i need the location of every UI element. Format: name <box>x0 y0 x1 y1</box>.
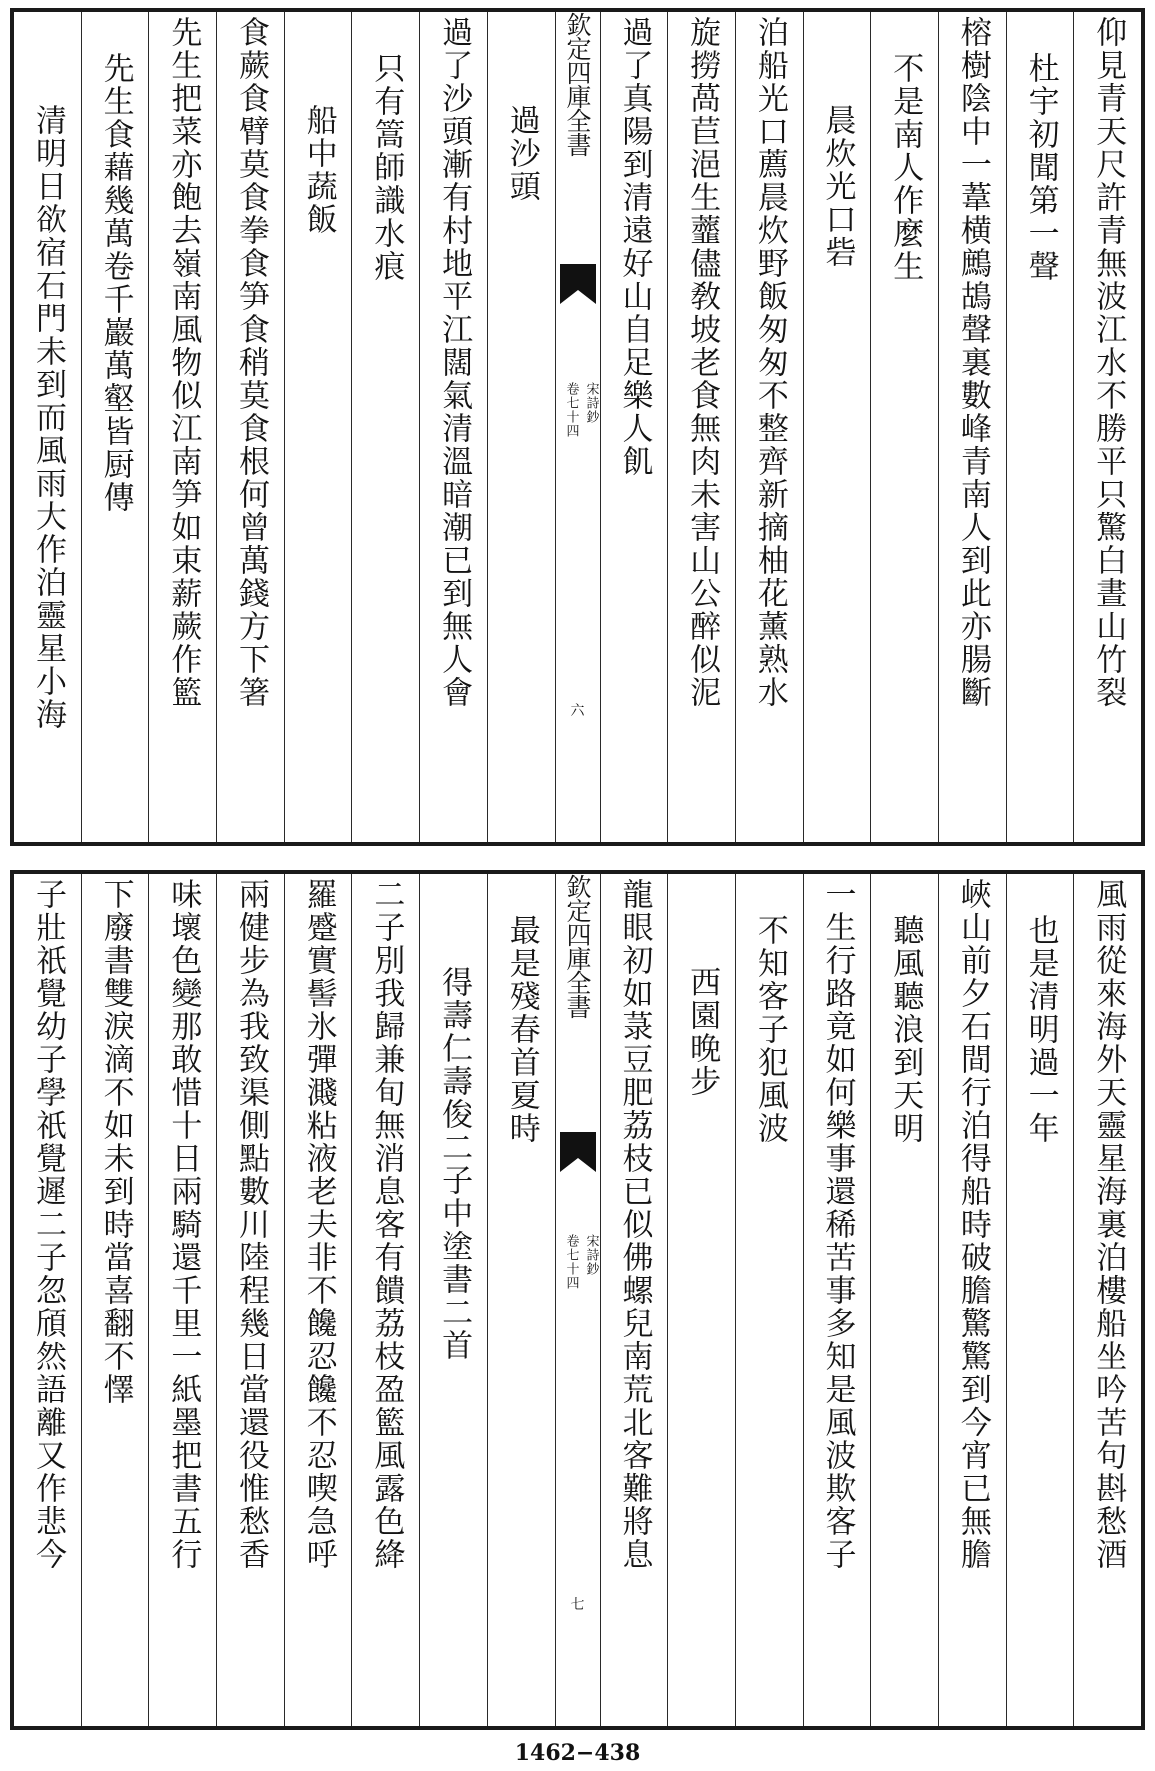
text-column <box>1006 874 1074 1726</box>
text-column <box>1073 12 1141 842</box>
poem-title: 船中蔬飯 <box>300 104 337 236</box>
column-text: 不知客子犯風波 <box>751 914 788 1145</box>
center-fold <box>555 874 600 1726</box>
juan-number: 卷七十四 <box>563 1234 579 1290</box>
column-text: 二子別我歸兼旬無消息客有饋荔枝盈籃風露色絳 <box>368 878 405 1571</box>
text-column <box>735 874 803 1726</box>
column-text: 聽風聽浪到天明 <box>887 914 924 1145</box>
column-text: 味壞色變那敢惜十日兩騎還千里一紙墨把書五行 <box>165 878 202 1571</box>
text-column <box>667 12 735 842</box>
column-text: 榕樹陰中一葦横鷓鴣聲裏數峰青南人到此亦腸斷 <box>954 16 991 709</box>
column-text: 風雨從來海外天靈星海裏泊樓船坐吟苦句斟愁酒 <box>1090 878 1127 1571</box>
text-column <box>81 874 149 1726</box>
column-text: 不是南人作麼生 <box>887 52 924 283</box>
text-column <box>803 874 871 1726</box>
column-text: 泊船光口薦晨炊野飯匆匆不整齊新摘柚花薰熟水 <box>751 16 788 709</box>
text-column <box>148 874 216 1726</box>
juan-number: 卷七十四 <box>563 382 579 438</box>
column-text: 過了真陽到清遠好山自足樂人飢 <box>616 16 653 478</box>
top-page <box>10 8 1145 846</box>
text-column <box>216 874 284 1726</box>
column-text: 子壯祇覺幼子學祇覺遲二子忽頎然語離又作悲今 <box>29 878 66 1571</box>
text-column <box>14 12 81 842</box>
column-text: 也是清明過一年 <box>1022 914 1059 1145</box>
text-column <box>419 874 487 1726</box>
fish-tail-icon <box>560 264 596 306</box>
text-column <box>284 12 352 842</box>
text-column <box>81 12 149 842</box>
collection-name: 宋詩鈔 <box>583 1234 599 1276</box>
page-reference-number: 1462−438 <box>514 1740 641 1766</box>
column-text: 峽山前夕石間行泊得船時破膽驚驚到今宵已無膽 <box>954 878 991 1571</box>
column-text: 兩健步為我致渠側點數川陸程幾日當還役惟愁香 <box>233 878 269 1571</box>
text-column <box>870 874 938 1726</box>
column-text: 過了沙頭漸有村地平江闊氣清溫暗潮已到無人會 <box>436 16 473 709</box>
column-text: 仰見青天尺許青無波江水不勝平只驚白晝山竹裂 <box>1090 16 1127 709</box>
text-column <box>14 874 81 1726</box>
text-column <box>938 12 1006 842</box>
text-column <box>1006 12 1074 842</box>
poem-title: 清明日欲宿石門未到而風雨大作泊靈星小海 <box>29 104 66 731</box>
center-fold <box>555 12 600 842</box>
column-text: 最是殘春首夏時 <box>503 914 540 1145</box>
text-column <box>600 874 668 1726</box>
text-column <box>216 12 284 842</box>
column-text: 先生食藉幾萬卷千巖萬壑皆厨傳 <box>97 52 134 514</box>
text-column <box>1073 874 1141 1726</box>
fish-tail-icon <box>560 1132 596 1174</box>
text-column <box>148 12 216 842</box>
text-column <box>735 12 803 842</box>
column-text: 杜宇初聞第一聲 <box>1022 52 1059 283</box>
column-text: 下廢書雙淚滴不如未到時當喜翻不懌 <box>97 878 134 1406</box>
text-column <box>284 874 352 1726</box>
text-column <box>938 874 1006 1726</box>
text-column <box>351 12 419 842</box>
leaf-number: 七 <box>570 1597 585 1613</box>
column-text: 先生把菜亦飽去嶺南風物似江南笋如束薪蕨作籃 <box>165 16 202 709</box>
leaf-number: 六 <box>570 703 585 719</box>
text-column <box>600 12 668 842</box>
text-column <box>487 12 555 842</box>
poem-title: 得壽仁壽俊二子中塗書二首 <box>436 966 473 1362</box>
poem-title: 西園晚步 <box>684 966 721 1098</box>
text-column <box>870 12 938 842</box>
text-column <box>803 12 871 842</box>
column-text: 龍眼初如菉豆肥荔枝已似佛螺兒南荒北客難將息 <box>616 878 653 1571</box>
poem-title: 過沙頭 <box>503 104 540 203</box>
collection-name: 宋詩鈔 <box>583 382 599 424</box>
text-column <box>667 874 735 1726</box>
library-title: 欽定四庫全書 <box>563 874 592 1018</box>
text-column <box>487 874 555 1726</box>
text-column <box>351 874 419 1726</box>
bottom-page <box>10 870 1145 1730</box>
text-column <box>419 12 487 842</box>
poem-title: 晨炊光口砦 <box>819 104 856 269</box>
column-text: 旋撈萵苣浥生虀儘敎坡老食無肉未害山公醉似泥 <box>684 16 721 709</box>
column-text: 只有篙師識水痕 <box>368 52 405 283</box>
column-text: 羅蹙實髻氷彈濺粘液老夫非不饞忍饞不忍喫急呼 <box>300 878 337 1571</box>
column-text: 一生行路竟如何樂事還稀苦事多知是風波欺客子 <box>819 878 856 1571</box>
column-text: 食蕨食臂莫食拳食笋食稍莫食根何曾萬錢方下箸 <box>233 16 269 709</box>
library-title: 欽定四庫全書 <box>563 12 592 156</box>
